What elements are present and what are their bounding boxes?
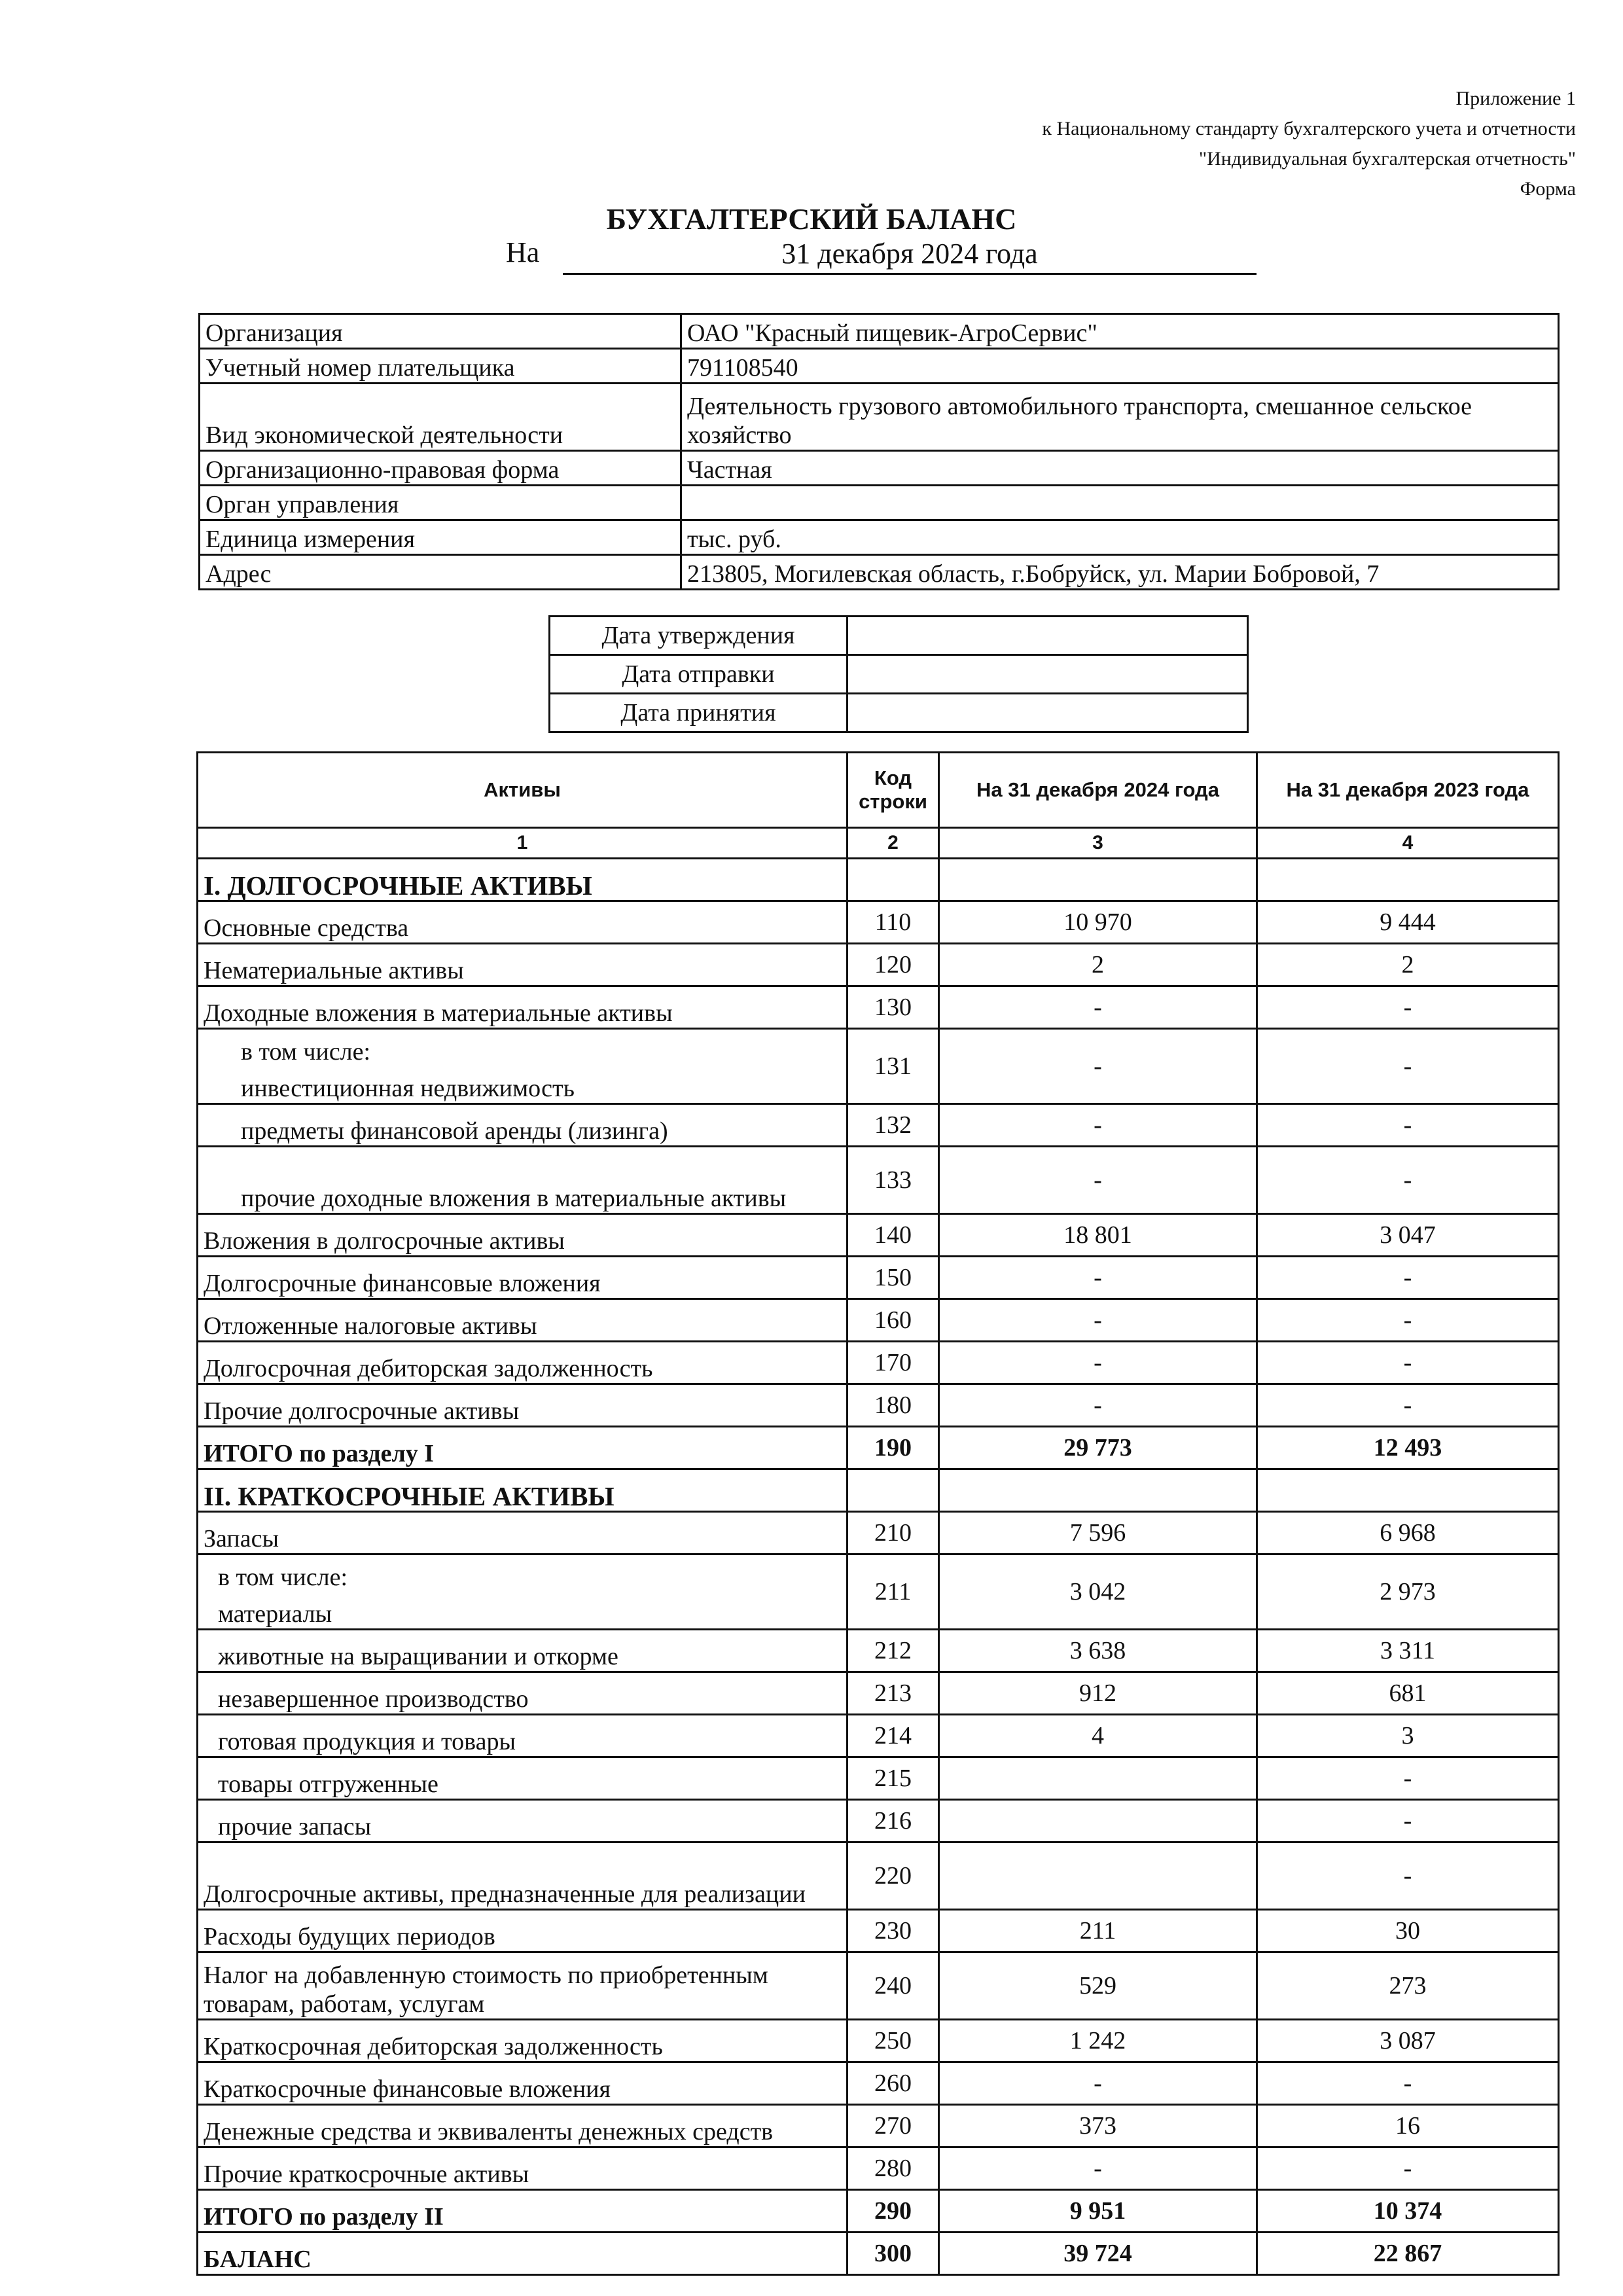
value-2023: 273 <box>1257 1952 1559 2020</box>
org-value: 213805, Могилевская область, г.Бобруйск, ул. Марии Бобровой, 7 <box>681 555 1559 590</box>
section-row <box>198 859 1559 901</box>
row-name: Краткосрочные финансовые вложения <box>198 2062 847 2105</box>
total-row <box>198 2190 1559 2233</box>
row-code: 133 <box>847 1147 939 1214</box>
row-name <box>198 1029 847 1104</box>
value-2024: 211 <box>939 1910 1257 1952</box>
value-2024: - <box>939 2147 1257 2190</box>
value-2024: 39 724 <box>939 2233 1257 2275</box>
date-row <box>550 655 1248 694</box>
org-value: ОАО "Красный пищевик-АгроСервис" <box>681 314 1559 349</box>
appendix-line: Форма <box>1520 178 1576 200</box>
balance-table <box>196 751 1560 2276</box>
row-name: Денежные средства и эквиваленты денежных средств <box>198 2105 847 2147</box>
value-2023: - <box>1257 1384 1559 1427</box>
row-code: 180 <box>847 1384 939 1427</box>
value-2023: 16 <box>1257 2105 1559 2147</box>
value-2024: 912 <box>939 1672 1257 1715</box>
organization-table <box>198 313 1560 590</box>
value-2023: - <box>1257 1299 1559 1342</box>
row-name: Долгосрочные финансовые вложения <box>198 1257 847 1299</box>
value-2023: 3 047 <box>1257 1214 1559 1257</box>
row-code: 212 <box>847 1630 939 1672</box>
column-number: 2 <box>847 828 939 859</box>
row-code: 210 <box>847 1512 939 1554</box>
date-value <box>847 694 1248 732</box>
value-2024 <box>939 1842 1257 1910</box>
balance-row <box>198 1104 1559 1147</box>
value-2024: - <box>939 1104 1257 1147</box>
org-label: Учетный номер плательщика <box>200 349 681 384</box>
org-label: Вид экономической деятельности <box>200 384 681 451</box>
document-title: БУХГАЛТЕРСКИЙ БАЛАНС <box>606 202 1017 236</box>
row-code: 240 <box>847 1952 939 2020</box>
balance-row <box>198 2062 1559 2105</box>
value-2023: - <box>1257 2062 1559 2105</box>
row-code: 220 <box>847 1842 939 1910</box>
value-2023: - <box>1257 1257 1559 1299</box>
row-name <box>198 1554 847 1630</box>
appendix-note <box>1042 84 1576 204</box>
row-code: 215 <box>847 1757 939 1800</box>
balance-row <box>198 1952 1559 2020</box>
org-row <box>200 349 1559 384</box>
row-name: прочие запасы <box>198 1800 847 1842</box>
header-line-code: Код строки <box>847 753 939 828</box>
row-code: 230 <box>847 1910 939 1952</box>
row-name: животные на выращивании и откорме <box>198 1630 847 1672</box>
org-value <box>681 486 1559 520</box>
row-name: ИТОГО по разделу I <box>198 1427 847 1469</box>
org-label: Единица измерения <box>200 520 681 555</box>
row-name: Прочие краткосрочные активы <box>198 2147 847 2190</box>
row-code: 213 <box>847 1672 939 1715</box>
row-code: 214 <box>847 1715 939 1757</box>
org-row <box>200 520 1559 555</box>
balance-row <box>198 1299 1559 1342</box>
total-row <box>198 2233 1559 2275</box>
value-2023: 6 968 <box>1257 1512 1559 1554</box>
row-name: Долгосрочные активы, предназначенные для реализации <box>198 1842 847 1910</box>
balance-row <box>198 986 1559 1029</box>
date-row <box>550 617 1248 655</box>
total-row <box>198 1427 1559 1469</box>
column-number-row <box>198 828 1559 859</box>
value-2023: 22 867 <box>1257 2233 1559 2275</box>
org-row <box>200 451 1559 486</box>
value-2023: - <box>1257 2147 1559 2190</box>
column-number: 3 <box>939 828 1257 859</box>
value-2024 <box>939 859 1257 901</box>
org-row <box>200 555 1559 590</box>
row-name: прочие доходные вложения в материальные активы <box>198 1147 847 1214</box>
row-name: Запасы <box>198 1512 847 1554</box>
section-row <box>198 1469 1559 1512</box>
org-value: Деятельность грузового автомобильного транспорта, смешанное сельское хозяйство <box>681 384 1559 451</box>
report-date: 31 декабря 2024 года <box>563 237 1257 275</box>
row-name-intro: в том числе: <box>218 1564 348 1591</box>
value-2024: - <box>939 1257 1257 1299</box>
value-2024: 373 <box>939 2105 1257 2147</box>
value-2023: 3 311 <box>1257 1630 1559 1672</box>
org-label: Адрес <box>200 555 681 590</box>
value-2024: - <box>939 986 1257 1029</box>
balance-row <box>198 1800 1559 1842</box>
column-number: 4 <box>1257 828 1559 859</box>
value-2023: 12 493 <box>1257 1427 1559 1469</box>
row-name-intro: в том числе: <box>241 1038 371 1066</box>
value-2024: 1 242 <box>939 2020 1257 2062</box>
row-name: ИТОГО по разделу II <box>198 2190 847 2233</box>
balance-row <box>198 1147 1559 1214</box>
row-name: Отложенные налоговые активы <box>198 1299 847 1342</box>
org-label: Орган управления <box>200 486 681 520</box>
row-code: 160 <box>847 1299 939 1342</box>
balance-row <box>198 1384 1559 1427</box>
balance-row <box>198 1342 1559 1384</box>
value-2024: 3 042 <box>939 1554 1257 1630</box>
org-label: Организационно-правовая форма <box>200 451 681 486</box>
date-label: Дата отправки <box>550 655 847 694</box>
date-prefix-label: На <box>506 236 540 268</box>
value-2023: - <box>1257 1800 1559 1842</box>
row-name: Основные средства <box>198 901 847 944</box>
row-code: 190 <box>847 1427 939 1469</box>
row-code: 170 <box>847 1342 939 1384</box>
value-2023: - <box>1257 986 1559 1029</box>
balance-row <box>198 2020 1559 2062</box>
value-2024: 7 596 <box>939 1512 1257 1554</box>
balance-header-row <box>198 753 1559 828</box>
balance-row <box>198 1257 1559 1299</box>
value-2024: 3 638 <box>939 1630 1257 1672</box>
row-name-text: инвестиционная недвижимость <box>241 1075 575 1102</box>
row-name: Налог на добавленную стоимость по приобретенным товарам, работам, услугам <box>198 1952 847 2020</box>
value-2024 <box>939 1469 1257 1512</box>
column-number: 1 <box>198 828 847 859</box>
value-2023: - <box>1257 1342 1559 1384</box>
balance-row <box>198 901 1559 944</box>
row-name-text: материалы <box>218 1600 332 1628</box>
row-name: Долгосрочная дебиторская задолженность <box>198 1342 847 1384</box>
value-2023 <box>1257 1469 1559 1512</box>
balance-row <box>198 1757 1559 1800</box>
balance-row <box>198 1842 1559 1910</box>
value-2023: - <box>1257 1147 1559 1214</box>
balance-row <box>198 1554 1559 1630</box>
balance-row <box>198 1214 1559 1257</box>
org-row <box>200 384 1559 451</box>
row-code: 260 <box>847 2062 939 2105</box>
value-2024: 9 951 <box>939 2190 1257 2233</box>
row-name: готовая продукция и товары <box>198 1715 847 1757</box>
org-value: тыс. руб. <box>681 520 1559 555</box>
org-row <box>200 314 1559 349</box>
balance-row <box>198 1910 1559 1952</box>
row-name: Доходные вложения в материальные активы <box>198 986 847 1029</box>
value-2024 <box>939 1757 1257 1800</box>
value-2024: 18 801 <box>939 1214 1257 1257</box>
value-2024: - <box>939 1029 1257 1104</box>
header-2024: На 31 декабря 2024 года <box>939 753 1257 828</box>
row-name: Расходы будущих периодов <box>198 1910 847 1952</box>
value-2023: 10 374 <box>1257 2190 1559 2233</box>
header-assets: Активы <box>198 753 847 828</box>
row-code: 250 <box>847 2020 939 2062</box>
row-code <box>847 859 939 901</box>
org-row <box>200 486 1559 520</box>
value-2024: - <box>939 1299 1257 1342</box>
balance-row <box>198 1029 1559 1104</box>
value-2023: 9 444 <box>1257 901 1559 944</box>
row-name: Нематериальные активы <box>198 944 847 986</box>
appendix-line: Приложение 1 <box>1455 88 1576 109</box>
value-2024: - <box>939 2062 1257 2105</box>
row-code: 130 <box>847 986 939 1029</box>
value-2023 <box>1257 859 1559 901</box>
row-code: 211 <box>847 1554 939 1630</box>
org-label: Организация <box>200 314 681 349</box>
row-name: БАЛАНС <box>198 2233 847 2275</box>
org-value: 791108540 <box>681 349 1559 384</box>
row-code: 131 <box>847 1029 939 1104</box>
value-2024: 29 773 <box>939 1427 1257 1469</box>
org-value: Частная <box>681 451 1559 486</box>
row-name: Краткосрочная дебиторская задолженность <box>198 2020 847 2062</box>
value-2024: 529 <box>939 1952 1257 2020</box>
row-name: предметы финансовой аренды (лизинга) <box>198 1104 847 1147</box>
value-2023: 3 087 <box>1257 2020 1559 2062</box>
date-value <box>847 617 1248 655</box>
row-name: II. КРАТКОСРОЧНЫЕ АКТИВЫ <box>198 1469 847 1512</box>
date-value <box>847 655 1248 694</box>
header-2023: На 31 декабря 2023 года <box>1257 753 1559 828</box>
value-2023: 2 <box>1257 944 1559 986</box>
value-2024 <box>939 1800 1257 1842</box>
value-2024: 2 <box>939 944 1257 986</box>
value-2023: 30 <box>1257 1910 1559 1952</box>
value-2023: - <box>1257 1757 1559 1800</box>
balance-row <box>198 1630 1559 1672</box>
balance-row <box>198 944 1559 986</box>
value-2023: 3 <box>1257 1715 1559 1757</box>
row-code: 110 <box>847 901 939 944</box>
row-code: 280 <box>847 2147 939 2190</box>
value-2023: - <box>1257 1104 1559 1147</box>
dates-table <box>548 615 1249 733</box>
row-name: незавершенное производство <box>198 1672 847 1715</box>
appendix-line: "Индивидуальная бухгалтерская отчетность" <box>1198 148 1576 170</box>
row-code: 270 <box>847 2105 939 2147</box>
value-2023: - <box>1257 1842 1559 1910</box>
value-2024: - <box>939 1384 1257 1427</box>
row-name: Вложения в долгосрочные активы <box>198 1214 847 1257</box>
row-code: 132 <box>847 1104 939 1147</box>
balance-row <box>198 2147 1559 2190</box>
value-2023: 2 973 <box>1257 1554 1559 1630</box>
balance-row <box>198 1672 1559 1715</box>
balance-row <box>198 2105 1559 2147</box>
row-code: 290 <box>847 2190 939 2233</box>
date-row <box>550 694 1248 732</box>
row-name: товары отгруженные <box>198 1757 847 1800</box>
row-code: 140 <box>847 1214 939 1257</box>
row-code <box>847 1469 939 1512</box>
row-code: 120 <box>847 944 939 986</box>
date-label: Дата принятия <box>550 694 847 732</box>
value-2024: 4 <box>939 1715 1257 1757</box>
date-label: Дата утверждения <box>550 617 847 655</box>
balance-row <box>198 1715 1559 1757</box>
value-2023: 681 <box>1257 1672 1559 1715</box>
row-name: Прочие долгосрочные активы <box>198 1384 847 1427</box>
row-code: 216 <box>847 1800 939 1842</box>
balance-row <box>198 1512 1559 1554</box>
row-name: I. ДОЛГОСРОЧНЫЕ АКТИВЫ <box>198 859 847 901</box>
row-code: 300 <box>847 2233 939 2275</box>
row-code: 150 <box>847 1257 939 1299</box>
value-2023: - <box>1257 1029 1559 1104</box>
value-2024: - <box>939 1342 1257 1384</box>
value-2024: - <box>939 1147 1257 1214</box>
appendix-line: к Национальному стандарту бухгалтерского учета и отчетности <box>1042 118 1576 139</box>
value-2024: 10 970 <box>939 901 1257 944</box>
